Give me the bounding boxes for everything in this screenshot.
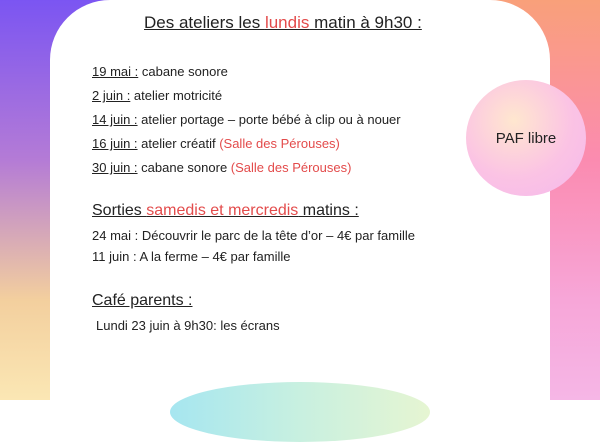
sorties-heading [92, 202, 359, 220]
atelier-text: cabane sonore [138, 64, 228, 79]
atelier-text: atelier motricité [130, 88, 223, 103]
atelier-text: atelier portage – porte bébé à clip ou à nouer [137, 112, 401, 127]
atelier-item [92, 136, 340, 151]
atelier-item [92, 88, 222, 103]
paf-label: PAF libre [495, 129, 557, 147]
atelier-location: (Salle des Pérouses) [230, 160, 352, 175]
sortie-item: 24 mai : Découvrir le parc de la tête d’or – 4€ par famille [92, 228, 415, 243]
content-card [50, 0, 550, 400]
paf-badge [466, 80, 586, 196]
atelier-item [92, 160, 351, 175]
cafe-item: Lundi 23 juin à 9h30: les écrans [96, 318, 280, 333]
title-highlight: lundis [264, 13, 310, 32]
atelier-item [92, 112, 401, 127]
atelier-date: 2 juin : [92, 88, 131, 103]
bottom-decorative-blob [170, 382, 430, 442]
cafe-heading-text: Café parents : [92, 292, 193, 309]
page-title [144, 13, 422, 33]
title-prefix: Des ateliers les [144, 13, 265, 32]
atelier-item [92, 64, 228, 79]
atelier-text: cabane sonore [137, 160, 231, 175]
sortie-item: 11 juin : A la ferme – 4€ par famille [92, 249, 291, 264]
title-suffix: matin à 9h30 : [309, 13, 422, 32]
atelier-date: 16 juin : [92, 136, 138, 151]
atelier-date: 30 juin : [92, 160, 138, 175]
atelier-date: 14 juin : [92, 112, 138, 127]
sorties-highlight: samedis et mercredis [146, 202, 299, 219]
atelier-location: (Salle des Pérouses) [219, 136, 340, 151]
cafe-heading [92, 292, 193, 310]
atelier-date: 19 mai : [92, 64, 139, 79]
sorties-prefix: Sorties [92, 202, 147, 219]
atelier-text: atelier créatif [137, 136, 220, 151]
sorties-suffix: matins : [298, 202, 359, 219]
